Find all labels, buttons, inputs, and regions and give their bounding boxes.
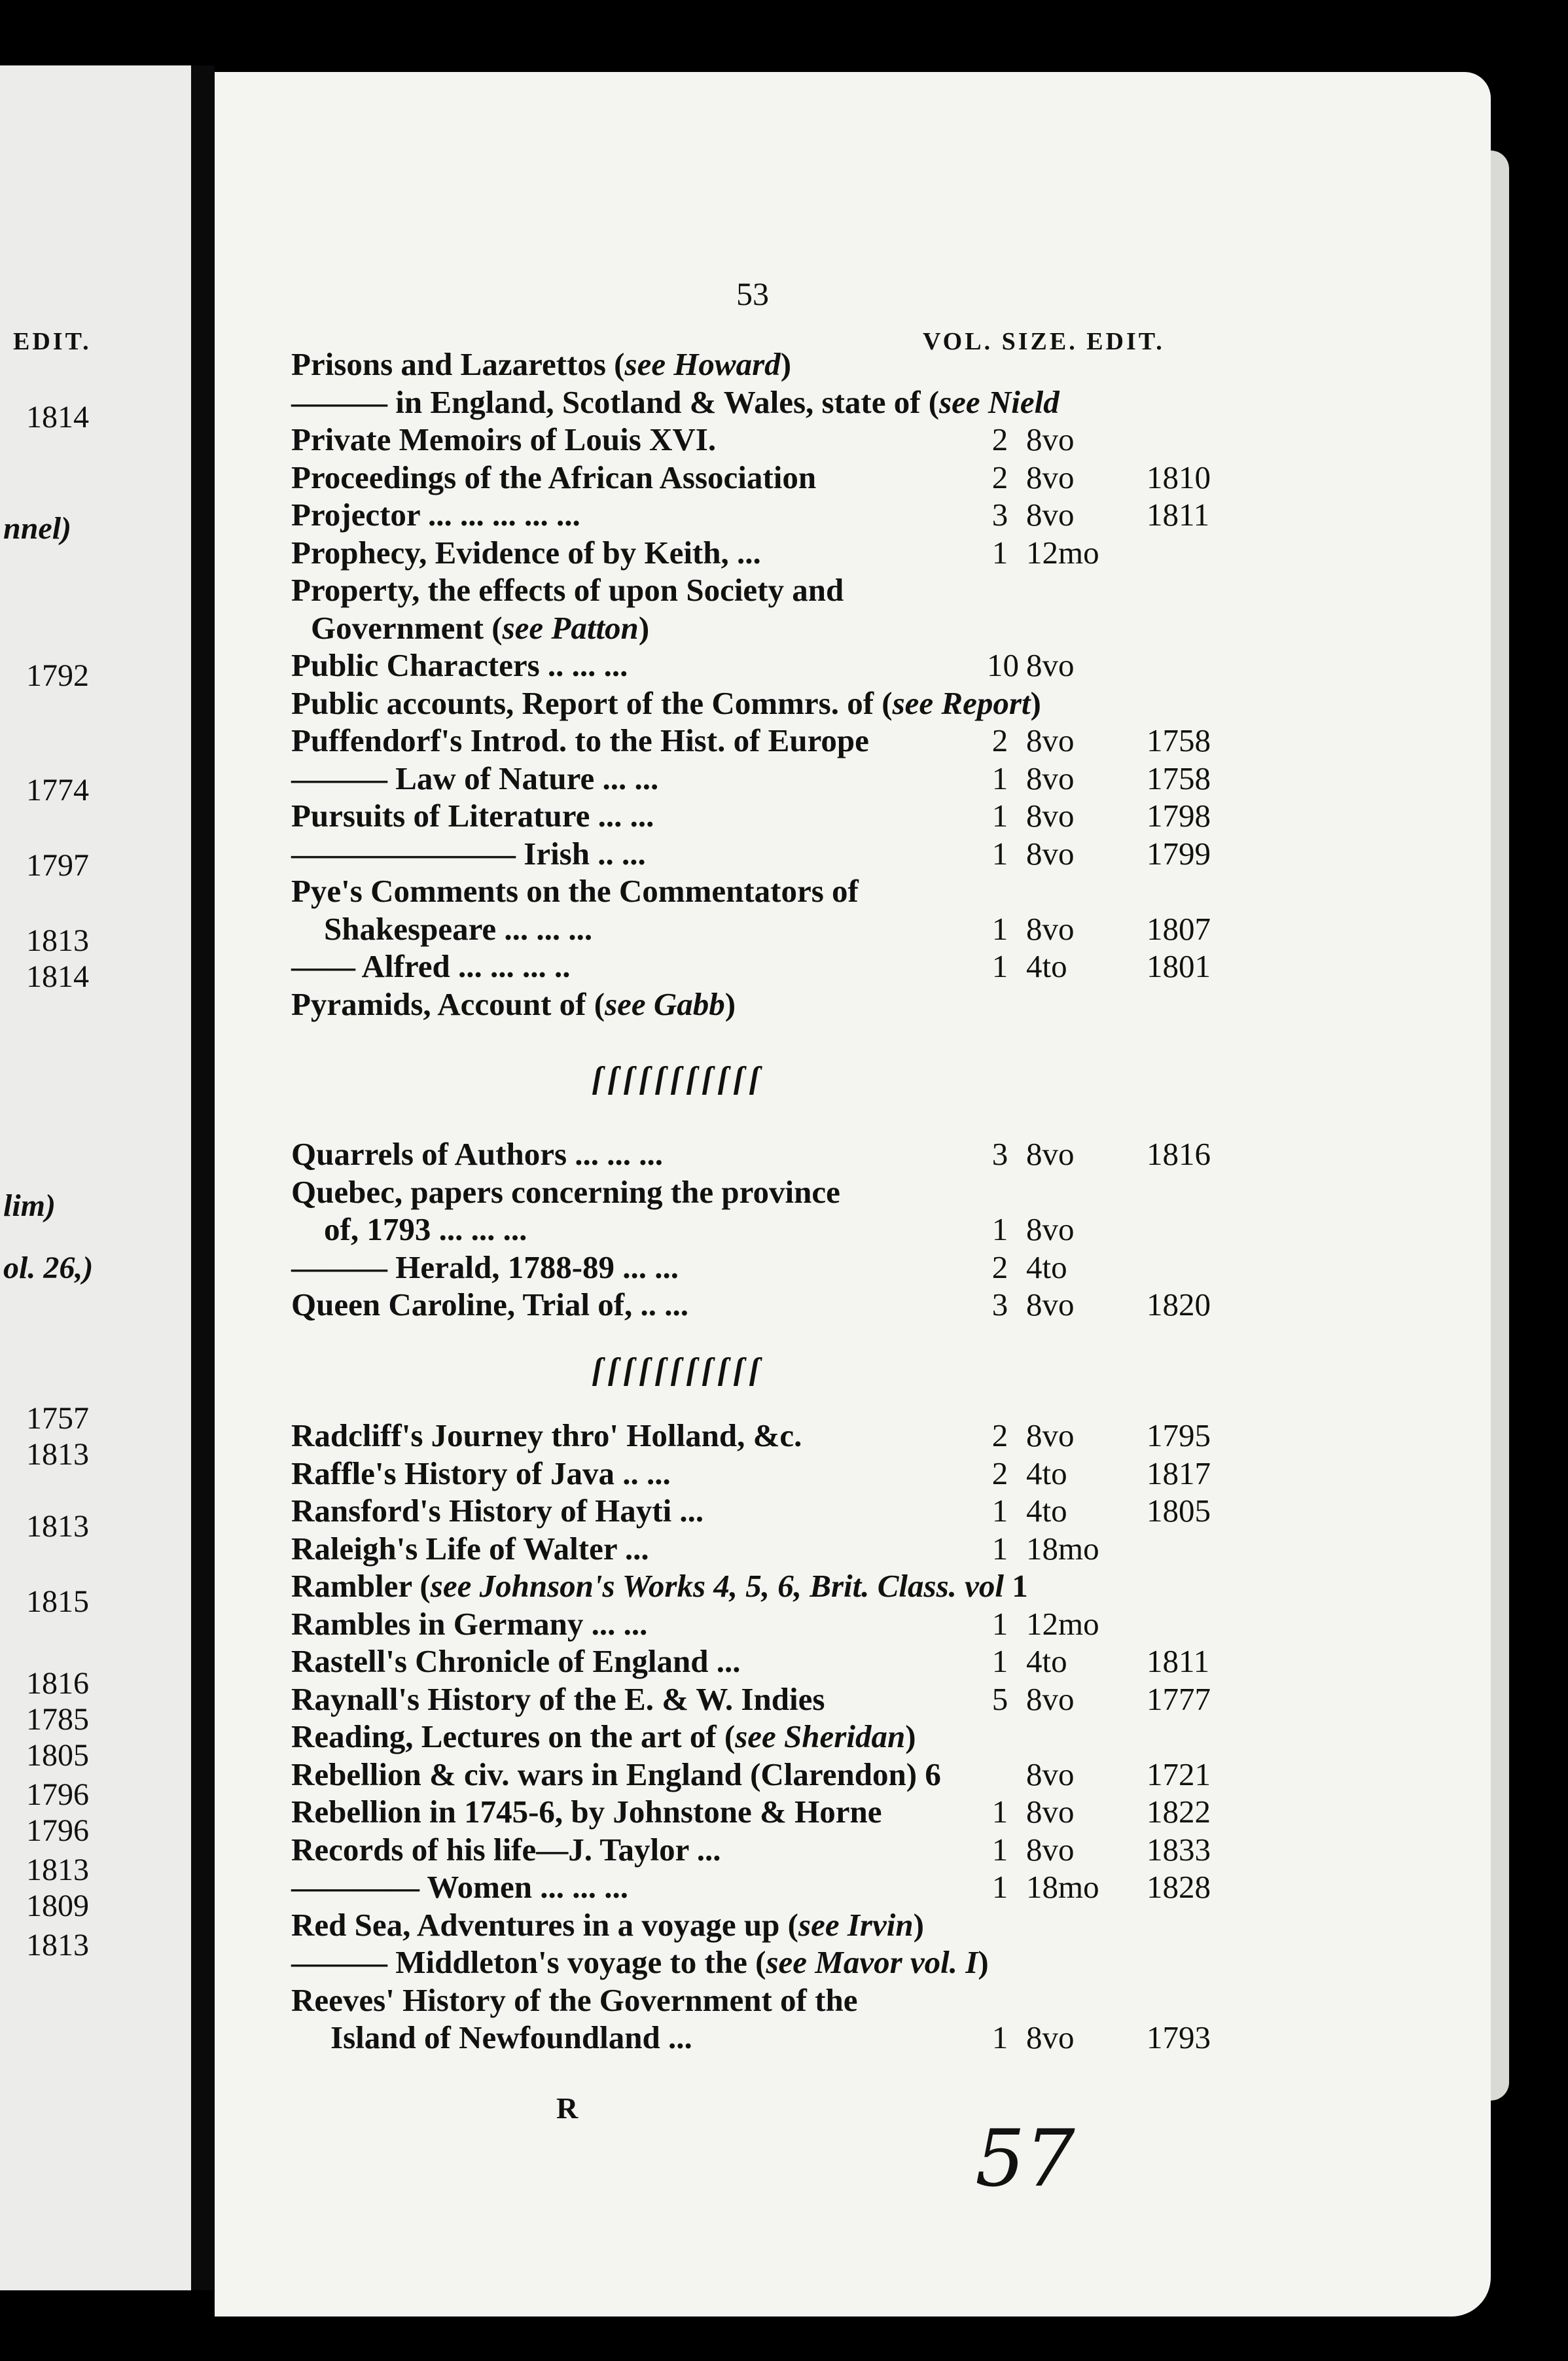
catalog-entry (0, 684, 1568, 722)
catalog-entry (0, 760, 1568, 798)
entry-volumes: 2 (991, 1417, 1008, 1453)
entry-volumes: 3 (991, 1136, 1008, 1172)
page-number: 53 (736, 275, 769, 312)
left-year: 1814 (26, 400, 89, 435)
entry-title: Queen Caroline, Trial of, .. ... (291, 1287, 689, 1323)
entry-title: Prisons and Lazarettos (see Howard) (291, 346, 792, 382)
left-year: 1813 (26, 923, 89, 958)
catalog-entry (0, 1417, 1568, 1455)
entry-volumes: 1 (991, 1211, 1008, 1247)
handwritten-number: 57 (975, 2114, 1075, 2205)
entry-edition-year: 1801 (1147, 948, 1211, 984)
entry-title: Pyramids, Account of (see Gabb) (291, 985, 736, 1022)
left-fragment: ol. 26,) (3, 1251, 94, 1285)
section-separator: ſſſſſſſſſſſ (592, 1061, 765, 1095)
catalog-entry (0, 421, 1568, 459)
entry-edition-year: 1817 (1147, 1455, 1211, 1491)
catalog-entry (0, 383, 1568, 421)
entry-title: ——————— Irish .. ... (291, 835, 646, 872)
entry-title: Red Sea, Adventures in a voyage up (see Irvin) (291, 1906, 924, 1943)
entry-title: Records of his life—J. Taylor ... (291, 1831, 721, 1868)
entry-edition-year: 1822 (1147, 1794, 1211, 1830)
signature-mark: R (556, 2091, 579, 2125)
catalog-entry (0, 1906, 1568, 1944)
entry-title: Private Memoirs of Louis XVI. (291, 421, 717, 457)
entry-volumes: 2 (991, 421, 1008, 457)
entry-title: Public accounts, Report of the Commrs. of (see Report) (291, 684, 1041, 721)
entry-edition-year: 1828 (1147, 1869, 1211, 1905)
entry-volumes: 1 (991, 798, 1008, 834)
left-year: 1796 (26, 1777, 89, 1812)
entry-edition-year: 1795 (1147, 1417, 1211, 1453)
catalog-entry (0, 1211, 1568, 1249)
entry-title: Rambles in Germany ... ... (291, 1605, 648, 1642)
catalog-entry (0, 872, 1568, 910)
entry-edition-year: 1777 (1147, 1680, 1211, 1717)
entry-title: ——— in England, Scotland & Wales, state of (see Nield (291, 383, 1060, 420)
entry-size: 8vo (1026, 459, 1075, 495)
catalog-entry (0, 1249, 1568, 1287)
entry-size: 12mo (1026, 534, 1099, 571)
catalog-entry (0, 910, 1568, 948)
catalog-entry (0, 1567, 1568, 1605)
entry-title: Puffendorf's Introd. to the Hist. of Europe (291, 722, 869, 758)
entry-title: Shakespeare ... ... ... (324, 910, 593, 947)
entry-size: 8vo (1026, 1287, 1075, 1323)
left-year: 1809 (26, 1889, 89, 1923)
entry-edition-year: 1758 (1147, 722, 1211, 758)
entry-volumes: 2 (991, 459, 1008, 495)
entry-volumes: 1 (991, 1605, 1008, 1642)
entry-volumes: 1 (991, 1643, 1008, 1679)
entry-volumes: 1 (991, 948, 1008, 984)
entry-edition-year: 1807 (1147, 910, 1211, 947)
entry-size: 8vo (1026, 1136, 1075, 1172)
left-year: 1796 (26, 1813, 89, 1848)
left-year: 1792 (26, 658, 89, 693)
catalog-entry (0, 1642, 1568, 1680)
entry-title: Quarrels of Authors ... ... ... (291, 1136, 664, 1172)
catalog-entry (0, 985, 1568, 1023)
entry-title: ——— Herald, 1788-89 ... ... (291, 1249, 679, 1285)
entry-edition-year: 1811 (1147, 497, 1210, 533)
entry-size: 8vo (1026, 798, 1075, 834)
catalog-entry (0, 459, 1568, 497)
catalog-entry (0, 1981, 1568, 2019)
left-year: 1805 (26, 1738, 89, 1773)
entry-size: 8vo (1026, 1794, 1075, 1830)
catalog-entry (0, 835, 1568, 873)
entry-title: ——— Law of Nature ... ... (291, 760, 659, 796)
entry-volumes: 2 (991, 722, 1008, 758)
entry-volumes: 1 (991, 1530, 1008, 1567)
left-fragment: nnel) (3, 511, 72, 546)
entry-volumes: 2 (991, 1455, 1008, 1491)
catalog-entry (0, 1718, 1568, 1756)
entry-title: Rambler (see Johnson's Works 4, 5, 6, Brit. Class. vol 1 (291, 1568, 1028, 1604)
entry-title: Projector ... ... ... ... ... (291, 497, 580, 533)
entry-title: Prophecy, Evidence of by Keith, ... (291, 534, 761, 571)
catalog-entry (0, 346, 1568, 383)
entry-volumes: 2 (991, 1249, 1008, 1285)
entry-title: Raleigh's Life of Walter ... (291, 1530, 649, 1567)
left-column-header: EDIT. (13, 328, 92, 355)
catalog-entry (0, 1680, 1568, 1718)
entry-title: Property, the effects of upon Society and (291, 572, 844, 608)
entry-size: 18mo (1026, 1869, 1099, 1905)
catalog-entry (0, 1286, 1568, 1324)
entry-size: 4to (1026, 1493, 1067, 1529)
entry-size: 8vo (1026, 1417, 1075, 1453)
entry-volumes: 1 (991, 2019, 1008, 2055)
catalog-entry (0, 534, 1568, 572)
catalog-entry (0, 647, 1568, 684)
entry-title: ——— Middleton's voyage to the (see Mavor vol. I) (291, 1944, 989, 1980)
catalog-entry (0, 1455, 1568, 1493)
entry-volumes: 3 (991, 497, 1008, 533)
entry-title: —— Alfred ... ... ... .. (291, 948, 571, 984)
entry-size: 8vo (1026, 1211, 1075, 1247)
entry-size: 8vo (1026, 1756, 1075, 1792)
entry-edition-year: 1793 (1147, 2019, 1211, 2055)
entry-size: 8vo (1026, 910, 1075, 947)
entry-volumes: 1 (991, 910, 1008, 947)
left-year: 1813 (26, 1509, 89, 1544)
catalog-entry (0, 1135, 1568, 1173)
entry-volumes: 1 (991, 1869, 1008, 1905)
entry-edition-year: 1758 (1147, 760, 1211, 796)
catalog-entry (0, 571, 1568, 609)
entry-size: 4to (1026, 948, 1067, 984)
entry-volumes: 1 (991, 760, 1008, 796)
entry-title: Rebellion in 1745-6, by Johnstone & Horne (291, 1794, 882, 1830)
entry-volumes: 10 (987, 647, 1019, 683)
left-year: 1816 (26, 1666, 89, 1701)
left-year: 1774 (26, 773, 89, 808)
entry-title: Raynall's History of the E. & W. Indies (291, 1680, 825, 1717)
entry-title: Government (see Patton) (311, 609, 650, 646)
entry-edition-year: 1811 (1147, 1643, 1210, 1679)
catalog-entry (0, 1868, 1568, 1906)
catalog-entry (0, 1756, 1568, 1794)
left-year: 1814 (26, 959, 89, 994)
catalog-entry (0, 1944, 1568, 1981)
entry-size: 8vo (1026, 421, 1075, 457)
entry-edition-year: 1798 (1147, 798, 1211, 834)
entry-size: 8vo (1026, 2019, 1075, 2055)
catalog-entry (0, 1173, 1568, 1211)
entry-title: Public Characters .. ... ... (291, 647, 628, 683)
entry-edition-year: 1721 (1147, 1756, 1211, 1792)
entry-volumes: 1 (991, 1493, 1008, 1529)
entry-edition-year: 1833 (1147, 1831, 1211, 1868)
entry-size: 4to (1026, 1249, 1067, 1285)
entry-edition-year: 1810 (1147, 459, 1211, 495)
entry-volumes: 1 (991, 534, 1008, 571)
entry-title: ———— Women ... ... ... (291, 1869, 628, 1905)
entry-volumes: 5 (991, 1680, 1008, 1717)
entry-title: Ransford's History of Hayti ... (291, 1493, 704, 1529)
catalog-entry (0, 722, 1568, 760)
catalog-entry (0, 1831, 1568, 1869)
left-year: 1813 (26, 1928, 89, 1962)
entry-title: Proceedings of the African Association (291, 459, 817, 495)
entry-edition-year: 1820 (1147, 1287, 1211, 1323)
left-year: 1785 (26, 1702, 89, 1737)
entry-size: 8vo (1026, 1680, 1075, 1717)
catalog-entry (0, 797, 1568, 835)
catalog-entry (0, 609, 1568, 647)
entry-title: Raffle's History of Java .. ... (291, 1455, 671, 1491)
column-headers: VOL. SIZE. EDIT. (923, 328, 1165, 355)
entry-edition-year: 1805 (1147, 1493, 1211, 1529)
entry-title: Radcliff's Journey thro' Holland, &c. (291, 1417, 802, 1453)
entry-title: of, 1793 ... ... ... (324, 1211, 527, 1247)
entry-size: 8vo (1026, 647, 1075, 683)
entry-size: 8vo (1026, 1831, 1075, 1868)
entry-volumes: 1 (991, 1794, 1008, 1830)
left-year: 1815 (26, 1584, 89, 1619)
left-year: 1813 (26, 1853, 89, 1887)
entry-volumes: 1 (991, 1831, 1008, 1868)
entry-title: Reeves' History of the Government of the (291, 1981, 858, 2018)
entry-size: 4to (1026, 1455, 1067, 1491)
catalog-entry (0, 2019, 1568, 2057)
left-year: 1813 (26, 1437, 89, 1472)
catalog-entry (0, 1605, 1568, 1643)
entry-size: 18mo (1026, 1530, 1099, 1567)
catalog-entry (0, 1492, 1568, 1530)
entry-title: Reading, Lectures on the art of (see Sheridan) (291, 1718, 916, 1754)
catalog-entry (0, 1793, 1568, 1831)
entry-edition-year: 1799 (1147, 835, 1211, 872)
catalog-entry (0, 1530, 1568, 1568)
entry-volumes: 1 (991, 835, 1008, 872)
entry-size: 8vo (1026, 722, 1075, 758)
catalog-entry (0, 948, 1568, 985)
entry-title: Quebec, papers concerning the province (291, 1173, 840, 1210)
entry-title: Rebellion & civ. wars in England (Clarendon) 6 (291, 1756, 941, 1792)
entry-size: 8vo (1026, 835, 1075, 872)
entry-size: 8vo (1026, 497, 1075, 533)
entry-title: Pye's Comments on the Commentators of (291, 873, 859, 909)
left-year: 1757 (26, 1401, 89, 1436)
entry-volumes: 3 (991, 1287, 1008, 1323)
left-fragment: lim) (3, 1188, 56, 1223)
left-year: 1797 (26, 848, 89, 883)
entry-title: Island of Newfoundland ... (330, 2019, 692, 2055)
entry-size: 12mo (1026, 1605, 1099, 1642)
entry-title: Pursuits of Literature ... ... (291, 798, 654, 834)
catalog-entry (0, 496, 1568, 534)
entry-size: 8vo (1026, 760, 1075, 796)
section-separator: ſſſſſſſſſſſ (592, 1352, 765, 1387)
entry-size: 4to (1026, 1643, 1067, 1679)
entry-title: Rastell's Chronicle of England ... (291, 1643, 741, 1679)
entry-edition-year: 1816 (1147, 1136, 1211, 1172)
